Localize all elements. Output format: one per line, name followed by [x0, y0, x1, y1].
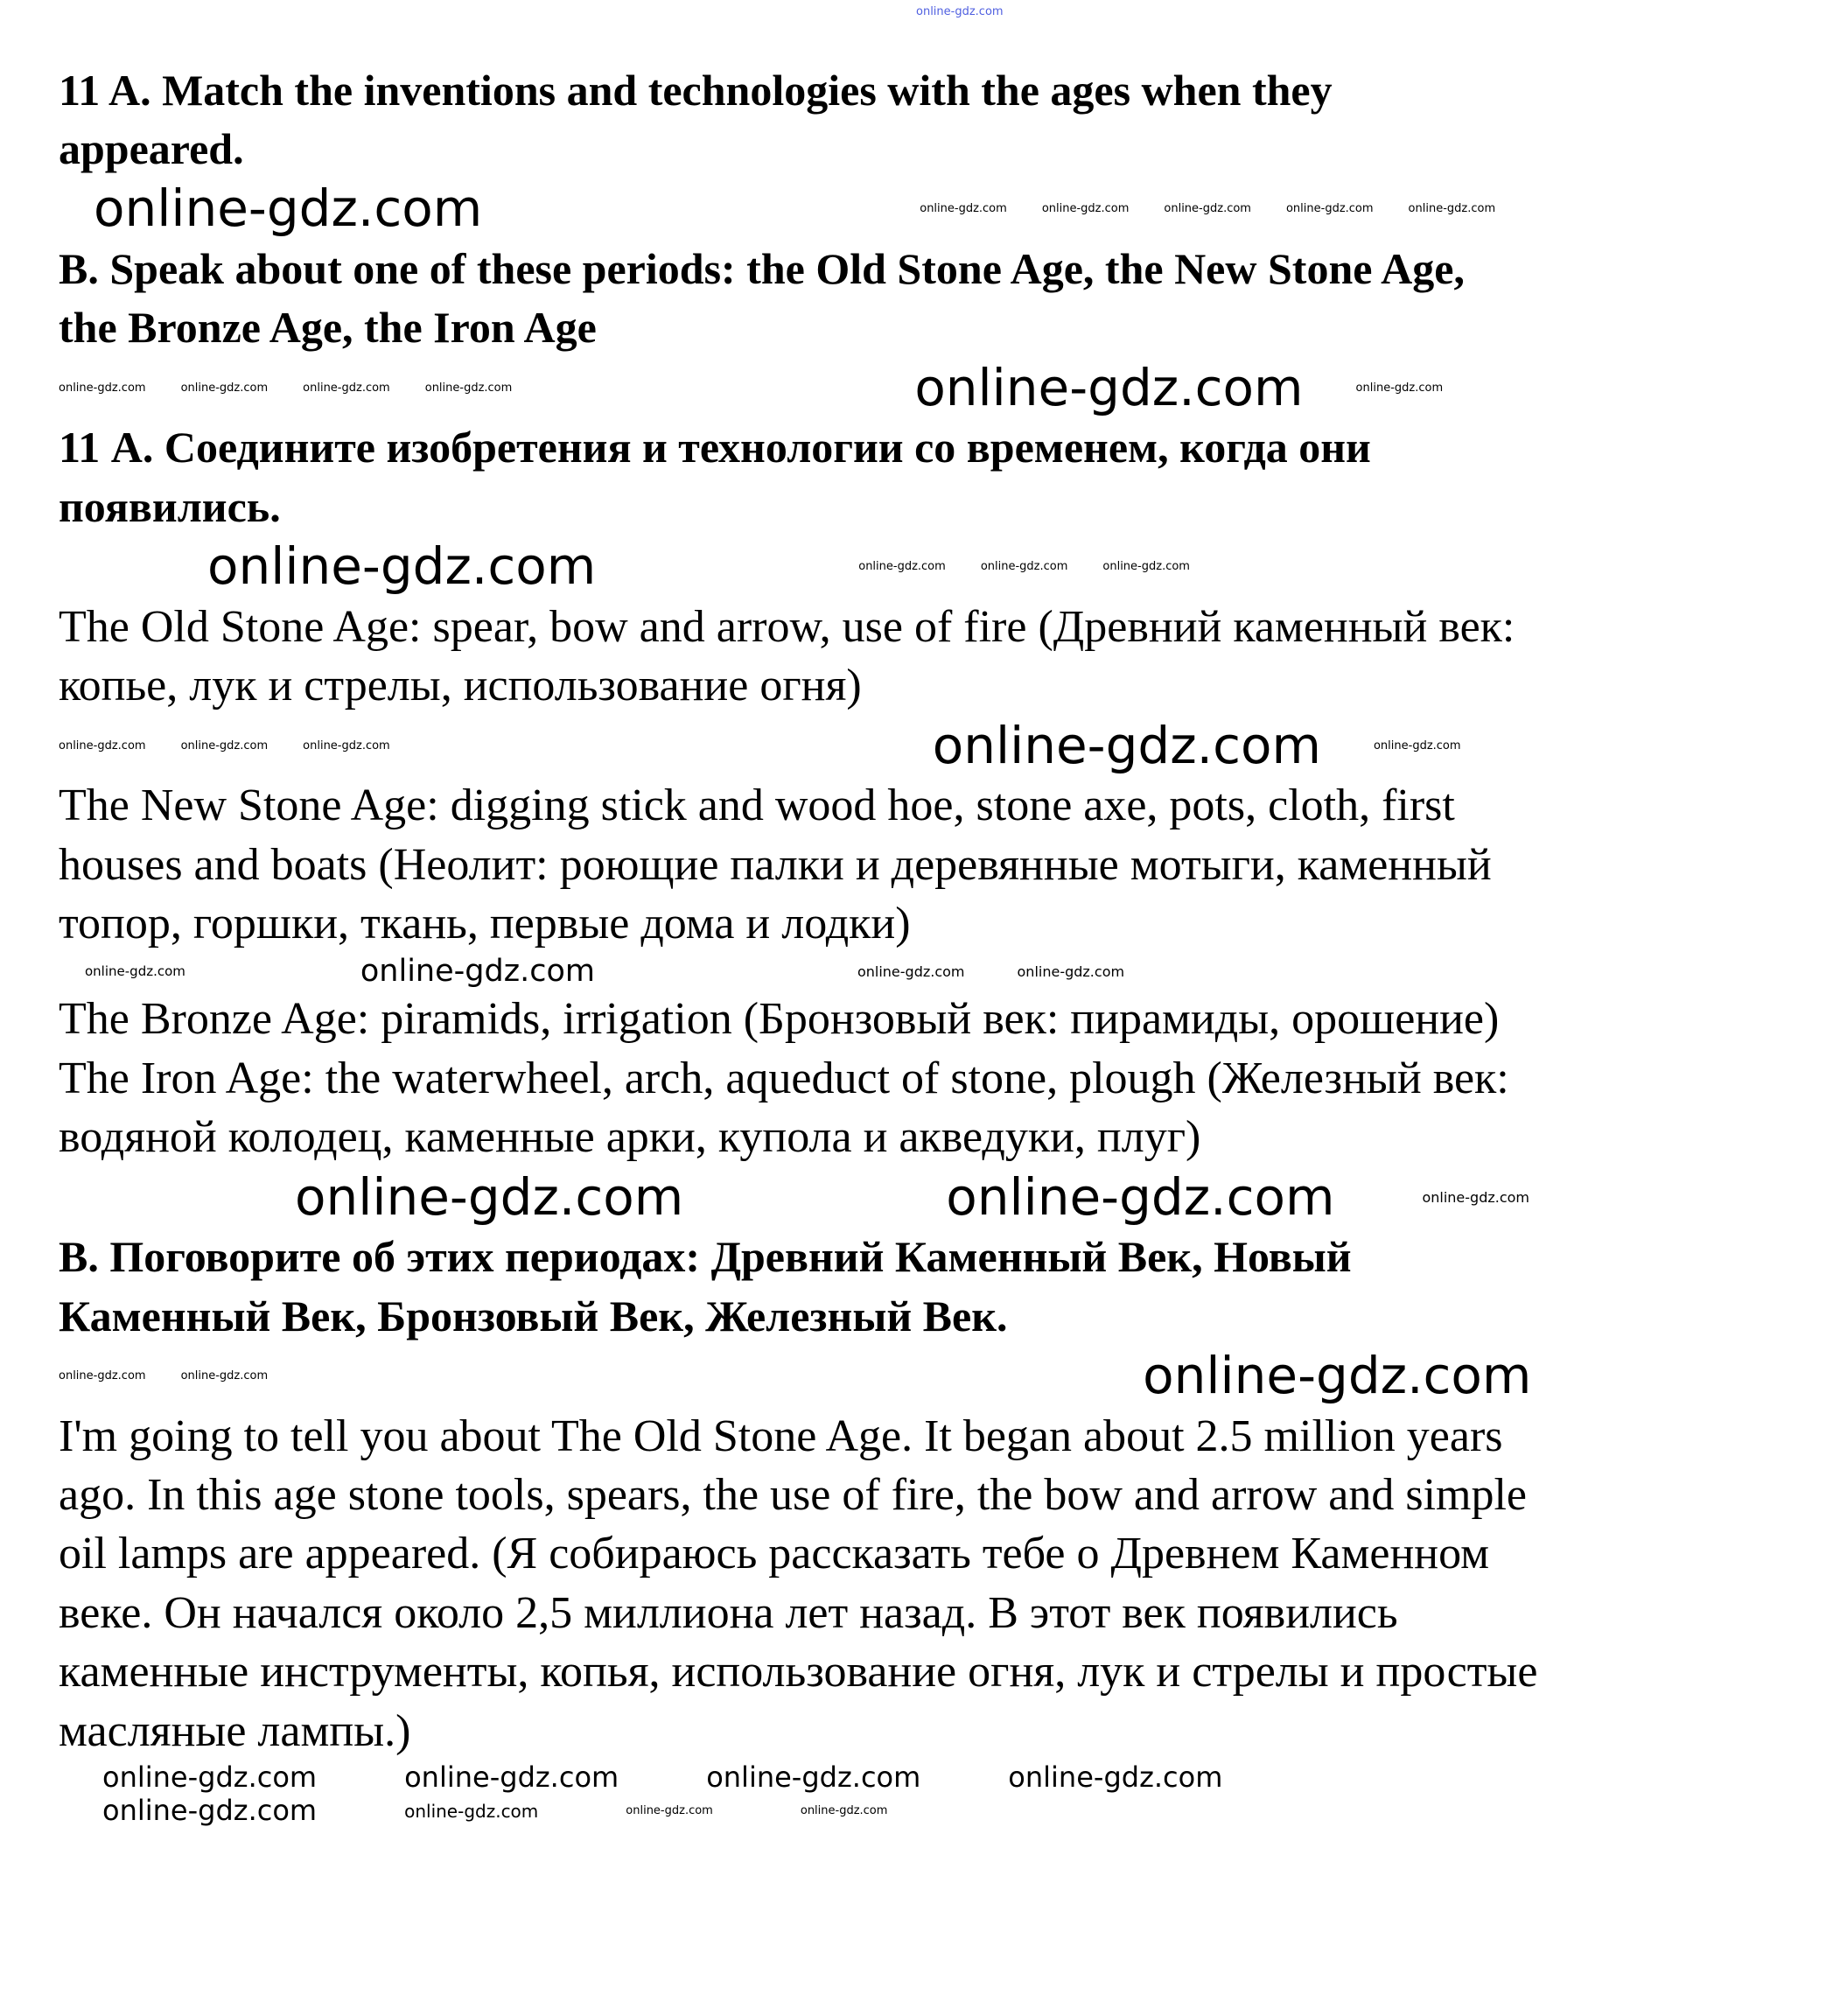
watermark: online-gdz.com: [1041, 202, 1130, 216]
text-line: houses and boats (Неолит: роющие палки и деревянные мотыги, каменный: [59, 839, 1492, 890]
text-line: появились.: [59, 481, 281, 531]
text-line: 11 A. Match the inventions and technologies with the ages when they: [59, 65, 1333, 115]
watermark: online-gdz.com: [1164, 202, 1251, 216]
speech-text: [59, 1407, 1847, 1760]
text-line: the Bronze Age, the Iron Age: [59, 303, 597, 353]
watermark: online-gdz.com: [1422, 1188, 1530, 1206]
answer-old-stone-age: [59, 598, 1847, 716]
watermark: online-gdz.com: [626, 1803, 713, 1817]
watermark: online-gdz.com: [1017, 962, 1125, 980]
watermark: online-gdz.com: [59, 381, 146, 395]
watermark: online-gdz.com: [857, 962, 965, 980]
watermark: online-gdz.com: [180, 381, 269, 395]
text-line: 11 А. Соедините изобретения и технологии со временем, когда они: [59, 423, 1371, 472]
watermark: online-gdz.com: [102, 1794, 318, 1828]
answer-new-stone-age: [59, 776, 1847, 953]
text-line: ago. In this age stone tools, spears, the use of fire, the bow and arrow and simple: [59, 1470, 1528, 1521]
watermark: online-gdz.com: [303, 738, 390, 752]
text-line: копье, лук и стрелы, использование огня): [59, 661, 862, 711]
watermark: online-gdz.com: [1102, 560, 1190, 574]
watermark-row: [59, 1167, 1847, 1228]
watermark: online-gdz.com: [1008, 1760, 1223, 1795]
text-line: appeared.: [59, 124, 244, 173]
answer-bronze-age: [59, 990, 1847, 1048]
watermark: online-gdz.com: [706, 1760, 921, 1795]
watermark-row: [59, 358, 1847, 419]
answer-iron-age: [59, 1049, 1847, 1167]
text-line: топор, горшки, ткань, первые дома и лодки): [59, 899, 911, 949]
watermark-row: [59, 5, 1847, 19]
text-line: The Iron Age: the waterwheel, arch, aqueduct of stone, plough (Железный век:: [59, 1053, 1509, 1103]
text-line: каменные инструменты, копья, использование огня, лук и стрелы и простые: [59, 1647, 1538, 1698]
text-line: The Old Stone Age: spear, bow and arrow, use of fire (Древний каменный век:: [59, 601, 1515, 652]
task-heading-b-ru: [59, 1228, 1847, 1346]
watermark: online-gdz.com: [946, 1166, 1335, 1227]
text-line: веке. Он начался около 2,5 миллиона лет назад. В этот век появились: [59, 1587, 1398, 1638]
document-page: [59, 0, 1847, 1828]
watermark: online-gdz.com: [424, 381, 513, 395]
watermark: online-gdz.com: [404, 1760, 619, 1795]
watermark: online-gdz.com: [858, 560, 946, 574]
watermark: online-gdz.com: [59, 738, 146, 752]
watermark: online-gdz.com: [1285, 202, 1374, 216]
watermark: online-gdz.com: [94, 178, 483, 239]
watermark: online-gdz.com: [207, 536, 597, 597]
watermark-row: [59, 178, 1847, 240]
watermark: online-gdz.com: [1355, 381, 1444, 395]
text-line: B. Speak about one of these periods: the Old Stone Age, the New Stone Age,: [59, 244, 1465, 293]
watermark: online-gdz.com: [295, 1166, 684, 1227]
text-line: I'm going to tell you about The Old Stone Age. It began about 2.5 million years: [59, 1410, 1503, 1461]
text-line: масляные лампы.): [59, 1705, 411, 1756]
watermark-row: [59, 716, 1847, 777]
watermark: online-gdz.com: [1143, 1346, 1532, 1406]
watermark: online-gdz.com: [1408, 202, 1496, 216]
watermark: online-gdz.com: [914, 357, 1304, 417]
watermark: online-gdz.com: [303, 381, 390, 395]
task-heading-b-en: [59, 240, 1847, 358]
task-heading-a-en: [59, 61, 1847, 179]
watermark: online-gdz.com: [916, 5, 1004, 18]
watermark: online-gdz.com: [102, 1760, 318, 1795]
watermark-row: [59, 953, 1847, 990]
text-line: В. Поговорите об этих периодах: Древний Каменный Век, Новый: [59, 1232, 1352, 1282]
text-line: The New Stone Age: digging stick and wood hoe, stone axe, pots, cloth, first: [59, 780, 1455, 831]
watermark: online-gdz.com: [1373, 738, 1461, 752]
watermark: online-gdz.com: [932, 715, 1321, 775]
watermark-row: [59, 536, 1847, 598]
task-heading-a-ru: [59, 418, 1847, 536]
watermark-row: [59, 1794, 1847, 1827]
watermark: online-gdz.com: [85, 963, 185, 980]
watermark: online-gdz.com: [360, 954, 595, 990]
text-line: The Bronze Age: piramids, irrigation (Бронзовый век: пирамиды, орошение): [59, 994, 1500, 1045]
watermark: online-gdz.com: [59, 1369, 146, 1383]
watermark-row: [59, 1346, 1847, 1407]
watermark: online-gdz.com: [800, 1803, 888, 1817]
watermark: online-gdz.com: [980, 560, 1068, 574]
text-line: водяной колодец, каменные арки, купола и акведуки, плуг): [59, 1112, 1201, 1163]
text-line: oil lamps are appeared. (Я собираюсь рассказать тебе о Древнем Каменном: [59, 1529, 1490, 1579]
watermark: online-gdz.com: [180, 738, 269, 752]
watermark: online-gdz.com: [404, 1800, 539, 1822]
watermark-row: [59, 1760, 1847, 1794]
text-line: Каменный Век, Бронзовый Век, Железный Век.: [59, 1291, 1008, 1340]
watermark: online-gdz.com: [180, 1369, 269, 1383]
watermark: online-gdz.com: [920, 202, 1007, 216]
